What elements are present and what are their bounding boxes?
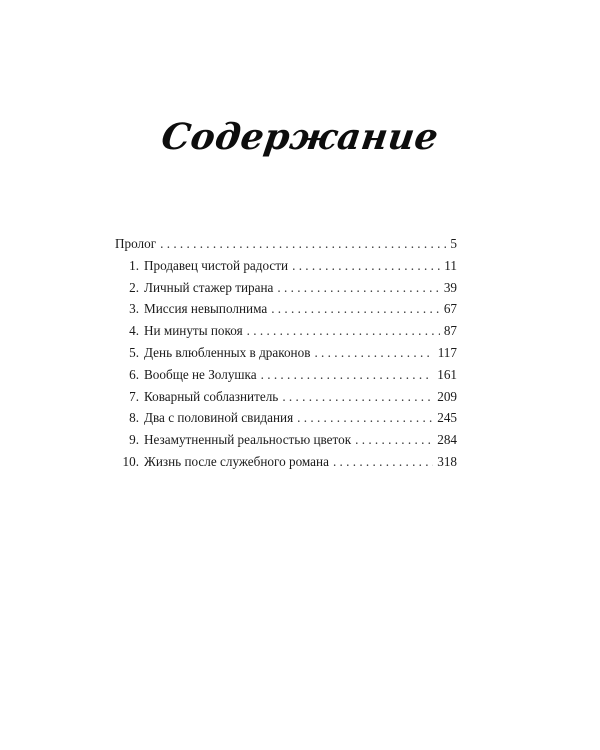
toc-entry-2 [115,277,457,299]
leader-dots [271,298,440,320]
toc-entry-3 [115,298,457,320]
toc-entry-number: 7. [129,388,139,404]
toc-entry-10 [115,451,457,473]
toc-entry-1 [115,255,457,277]
leader-dots [277,277,439,299]
toc-entry-page: 209 [437,388,457,404]
leader-dots [282,386,433,408]
toc-entry-7 [115,386,457,408]
toc-entry-page: 318 [437,453,457,469]
toc-entry-6 [115,364,457,386]
toc-entry-number: 6. [129,366,139,382]
toc-entry-title: Пролог [115,236,157,251]
toc-entry-title: Миссия невыполнима [144,301,268,317]
toc-entry-page: 87 [443,323,457,339]
toc-entry-page: 11 [444,257,457,273]
toc-entry-page: 284 [437,432,457,448]
toc-entry-title: Продавец чистой радости [144,257,289,273]
toc-entry-page: 161 [437,366,457,382]
leader-dots [355,429,433,451]
toc-entry-title: Жизнь после служебного романа [144,453,329,469]
toc-entry-page: 67 [443,301,457,317]
leader-dots [247,320,440,342]
leader-dots [160,233,446,255]
toc-entry-number: 10. [122,453,139,469]
toc-entry-title: Незамутненный реальностью цветок [144,432,352,448]
toc-entry-number: 2. [129,279,139,295]
toc-entry-number: 9. [129,432,139,448]
toc-entry-number: 4. [129,323,139,339]
toc-entry-5 [115,342,457,364]
toc-entry-title: Личный стажер тирана [144,279,274,295]
toc-entry-title: Ни минуты покоя [144,323,243,339]
toc-entry-number: 1. [129,257,139,273]
page-title: Содержание [158,116,442,158]
leader-dots [261,364,434,386]
toc-entry-title: День влюбленных в драконов [144,344,311,360]
toc-entry-number: 8. [129,410,139,426]
leader-dots [297,407,433,429]
leader-dots [314,342,433,364]
toc-entry-9 [115,429,457,451]
toc-entry-8 [115,407,457,429]
toc-entry-title: Коварный соблазнитель [144,388,279,404]
leader-dots [292,255,440,277]
toc-entry-4 [115,320,457,342]
toc-entry-title: Два с половиной свидания [144,410,294,426]
toc-entry-number: 5. [129,344,139,360]
toc-entry-page: 5 [450,236,457,251]
toc-entry-prologue [115,233,457,255]
toc-entry-title: Вообще не Золушка [144,366,257,382]
toc-entry-page: 117 [437,344,457,360]
leader-dots [333,451,433,473]
toc-entry-number: 3. [129,301,139,317]
toc-entry-page: 39 [443,279,457,295]
toc-entry-page: 245 [437,410,457,426]
table-of-contents [115,233,457,473]
